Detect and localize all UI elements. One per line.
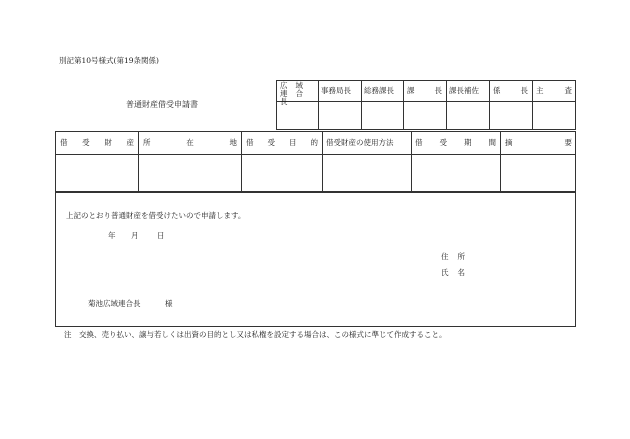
approval-header-director-general: 広域連合長 <box>280 81 311 106</box>
approval-header-divider <box>276 101 576 102</box>
date-month: 月 <box>131 231 139 240</box>
address-label: 住 所 <box>441 252 465 261</box>
main-table-col-divider <box>241 131 242 192</box>
date-year: 年 <box>108 231 116 240</box>
name-label: 氏 名 <box>441 268 465 277</box>
col-header-purpose: 借 受 目 的 <box>246 138 318 147</box>
col-header-period: 借 受 期 間 <box>415 138 496 147</box>
col-header-leased-property: 借 受 財 産 <box>60 138 134 147</box>
col-header-usage-method: 借受財産の使用方法 <box>326 138 394 147</box>
approval-header-general-affairs-chief: 総務課長 <box>364 86 394 95</box>
declaration-text: 上記のとおり普通財産を借受けたいので申請します。 <box>66 211 246 220</box>
main-table-col-divider <box>322 131 323 192</box>
honorific: 様 <box>165 299 173 308</box>
approval-header-bureau-chief: 事務局長 <box>321 86 351 95</box>
addressee: 菊池広域連合長 <box>88 299 141 308</box>
main-table-col-divider <box>500 131 501 192</box>
approval-col-divider <box>361 80 362 130</box>
main-table-col-divider <box>138 131 139 192</box>
approval-col-divider <box>489 80 490 130</box>
col-header-remarks: 摘 要 <box>505 138 572 147</box>
date-day: 日 <box>157 231 165 240</box>
main-table-col-divider <box>411 131 412 192</box>
approval-col-divider <box>318 80 319 130</box>
form-id: 別記第10号様式(第19条関係) <box>59 56 159 65</box>
col-header-location: 所 在 地 <box>143 138 237 147</box>
approval-header-chief-clerk: 主 査 <box>536 86 572 95</box>
approval-col-divider <box>532 80 533 130</box>
approval-header-section-chief: 課 長 <box>407 86 442 95</box>
approval-col-divider <box>446 80 447 130</box>
approval-col-divider <box>403 80 404 130</box>
approval-header-subsection-chief: 係 長 <box>493 86 528 95</box>
main-table-header-divider <box>55 154 576 155</box>
approval-header-deputy-section-chief: 課長補佐 <box>449 86 479 95</box>
form-title: 普通財産借受申請書 <box>126 100 198 109</box>
footnote: 注 交換、売り払い、譲与若しくは出資の目的とし又は私権を設定する場合は、この様式に準じて作成すること。 <box>64 330 447 339</box>
